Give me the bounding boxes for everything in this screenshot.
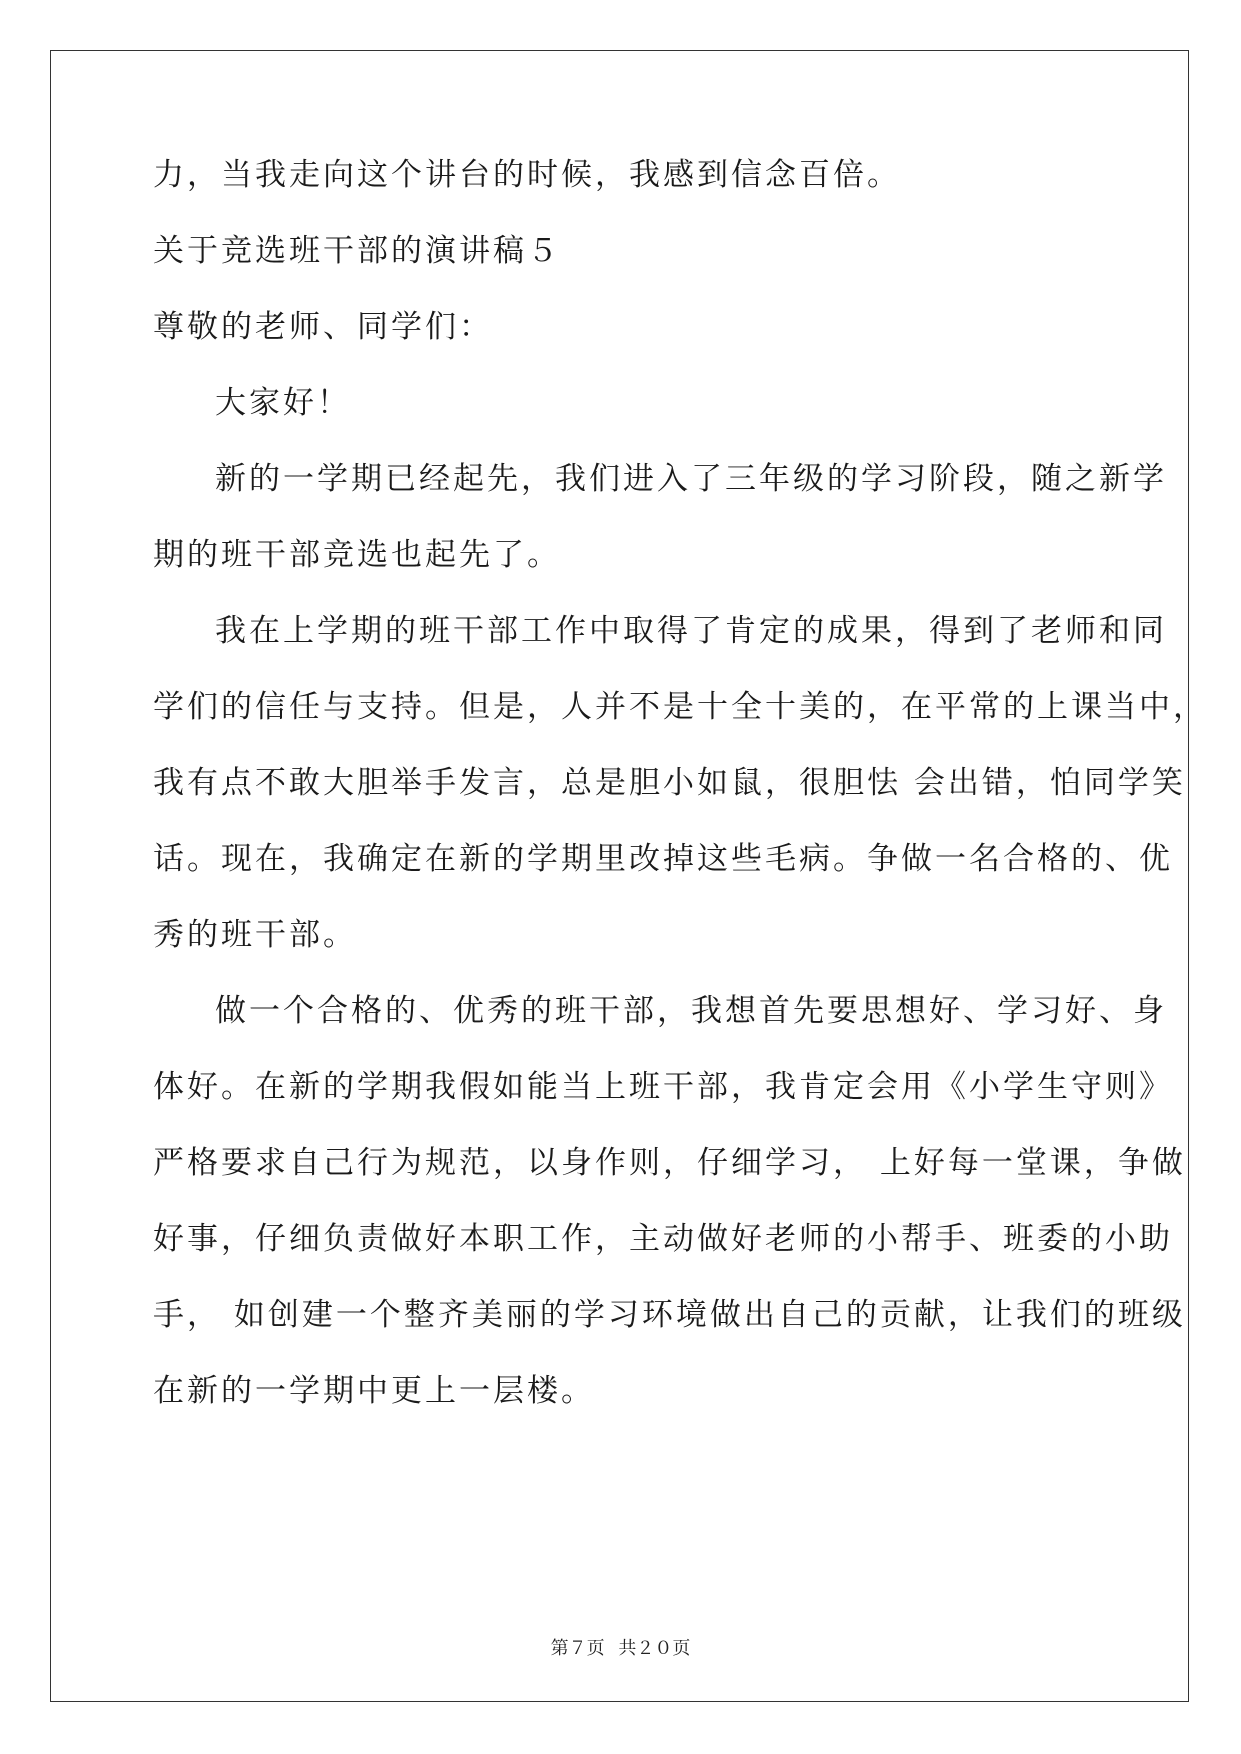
page-total: 共２０页 [618,1638,691,1659]
text-line: 体好。在新的学期我假如能当上班干部，我肯定会用《小学生守则》 [153,1069,1173,1105]
greeting: 大家好！ [215,385,351,421]
text-line: 话。现在，我确定在新的学期里改掉这些毛病。争做一名合格的、优 [153,841,1173,877]
page-footer [0,1634,1241,1660]
text-line: 我在上学期的班干部工作中取得了肯定的成果，得到了老师和同 [215,613,1167,649]
text-line: 我有点不敢大胆举手发言，总是胆小如鼠，很胆怯 会出错，怕同学笑 [153,765,1186,801]
text-line: 力，当我走向这个讲台的时候，我感到信念百倍。 [153,157,901,193]
section-title: 关于竞选班干部的演讲稿５ [153,233,561,269]
page-number: 第７页 [550,1638,605,1659]
text-line: 严格要求自己行为规范，以身作则，仔细学习， 上好每一堂课，争做 [153,1145,1186,1181]
text-line: 期的班干部竞选也起先了。 [153,537,561,573]
text-line: 做一个合格的、优秀的班干部，我想首先要思想好、学习好、身 [215,993,1167,1029]
text-line: 新的一学期已经起先，我们进入了三年级的学习阶段，随之新学 [215,461,1167,497]
text-line: 学们的信任与支持。但是，人并不是十全十美的，在平常的上课当中， [153,689,1207,725]
text-line: 手， 如创建一个整齐美丽的学习环境做出自己的贡献，让我们的班级 [153,1297,1186,1333]
text-line: 秀的班干部。 [153,917,357,953]
text-line: 好事，仔细负责做好本职工作，主动做好老师的小帮手、班委的小助 [153,1221,1173,1257]
text-line: 在新的一学期中更上一层楼。 [153,1373,595,1409]
salutation: 尊敬的老师、同学们： [153,309,493,345]
